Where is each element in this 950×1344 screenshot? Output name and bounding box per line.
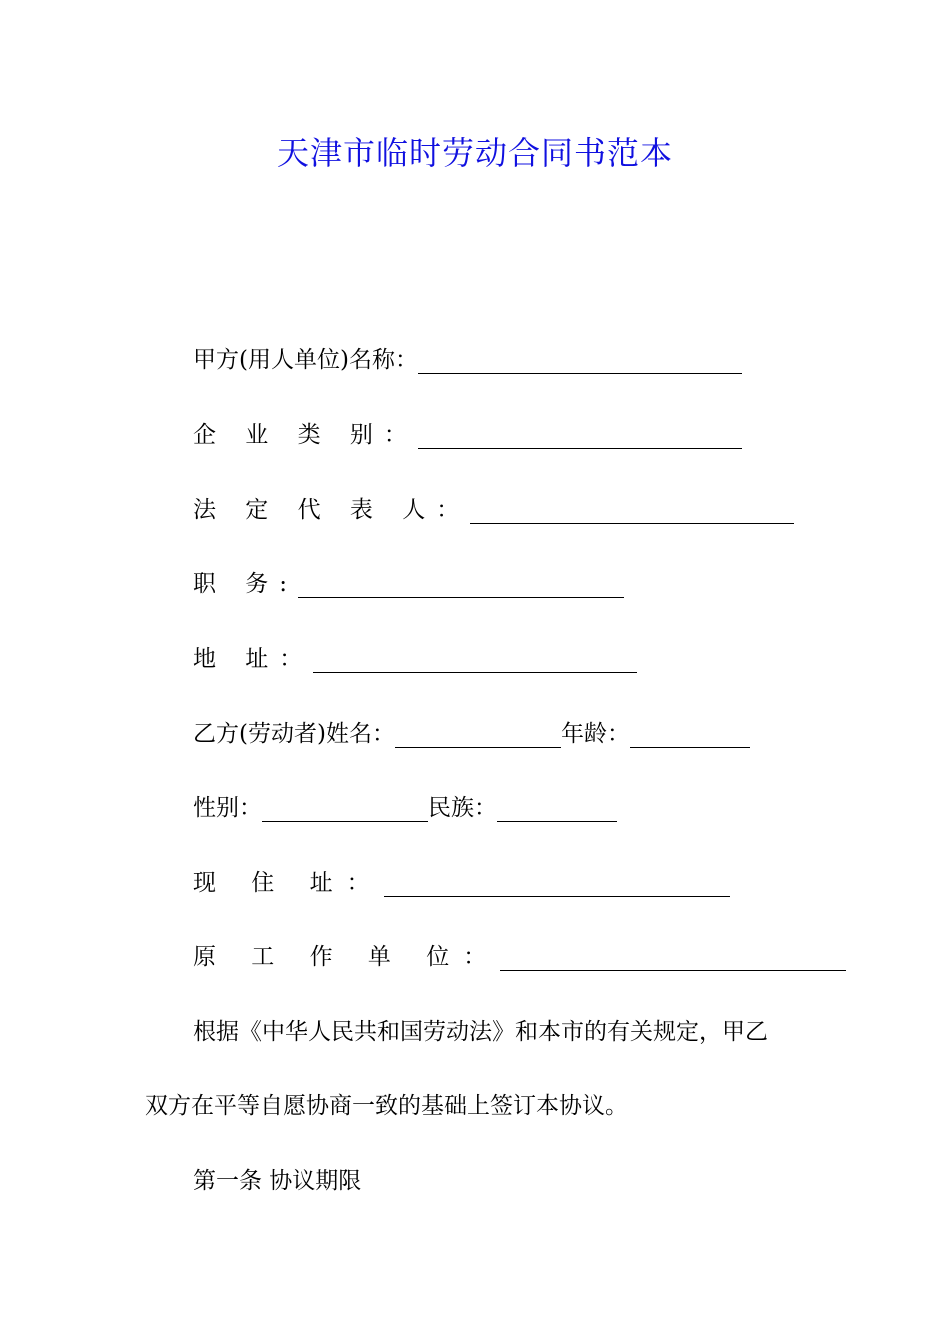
address-label: 地 址：: [193, 646, 314, 672]
employer-name-blank[interactable]: [418, 349, 742, 374]
legal-rep-label: 法 定 代 表 人：: [193, 497, 471, 523]
address-line: [193, 643, 637, 675]
legal-rep-line: [193, 494, 794, 526]
gender-label: 性别：: [193, 795, 262, 821]
gender-blank[interactable]: [262, 797, 428, 822]
employee-name-blank[interactable]: [395, 723, 561, 748]
employee-name-label: 乙方(劳动者)姓名：: [193, 721, 395, 747]
ethnicity-label: 民族：: [428, 795, 497, 821]
employer-name-label: 甲方(用人单位)名称：: [193, 347, 418, 373]
enterprise-type-blank[interactable]: [418, 424, 742, 449]
enterprise-type-label: 企 业 类 别：: [193, 422, 418, 448]
enterprise-type-line: [193, 419, 742, 451]
intro-paragraph-line-2: 双方在平等自愿协商一致的基础上签订本协议。: [145, 1093, 628, 1119]
current-address-line: [193, 867, 730, 899]
former-employer-label: 原 工 作 单 位：: [193, 944, 501, 970]
article-1-heading: 第一条 协议期限: [193, 1168, 362, 1194]
legal-rep-blank[interactable]: [470, 499, 794, 524]
gender-line: [193, 792, 617, 824]
age-blank[interactable]: [630, 723, 750, 748]
former-employer-blank[interactable]: [500, 946, 846, 971]
address-blank[interactable]: [313, 648, 637, 673]
age-label: 年龄：: [560, 721, 630, 747]
former-employer-line: [193, 941, 846, 973]
current-address-blank[interactable]: [384, 872, 730, 897]
employer-name-line: [193, 344, 742, 376]
position-label: 职 务:: [193, 571, 299, 597]
current-address-label: 现 住 址：: [193, 870, 384, 896]
employee-name-line: [193, 718, 750, 750]
position-line: [193, 568, 624, 600]
document-title: 天津市临时劳动合同书范本: [276, 134, 673, 172]
position-blank[interactable]: [298, 573, 624, 598]
ethnicity-blank[interactable]: [497, 797, 617, 822]
intro-paragraph-line-1: 根据《中华人民共和国劳动法》和本市的有关规定，甲乙: [193, 1019, 768, 1045]
